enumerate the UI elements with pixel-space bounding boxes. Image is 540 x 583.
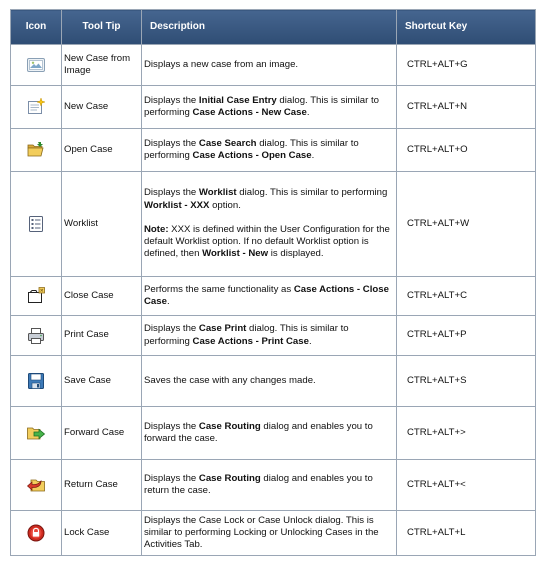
- description-text: Displays the: [144, 420, 199, 432]
- description-text: .: [308, 335, 312, 347]
- description-emphasis: Worklist - New: [202, 248, 269, 260]
- icon-cell: [11, 86, 62, 129]
- table-row: [11, 356, 536, 407]
- description-paragraph: [144, 421, 392, 445]
- icon-cell: [11, 407, 62, 460]
- description-emphasis: Case Actions - Open Case: [192, 150, 312, 161]
- table-row: [11, 511, 536, 556]
- header-shortcut-key: Shortcut Key: [397, 10, 536, 45]
- toolbar-reference-table-container: [10, 9, 535, 556]
- description-emphasis: Worklist: [198, 187, 237, 199]
- tooltip-cell: Save Case: [62, 356, 142, 407]
- table-row: [11, 86, 536, 129]
- description-cell: [142, 407, 397, 460]
- icon-cell: [11, 356, 62, 407]
- save-disk-icon: [26, 371, 46, 391]
- shortcut-key-cell: CTRL+ALT+N: [397, 86, 536, 129]
- printer-icon: [26, 326, 46, 346]
- description-text: Displays the: [144, 94, 199, 106]
- forward-arrow-icon: [26, 423, 46, 443]
- description-emphasis: Case Actions - Close Case: [144, 283, 389, 307]
- table-row: [11, 277, 536, 316]
- shortcut-key-cell: CTRL+ALT+G: [397, 45, 536, 86]
- description-emphasis: Note:: [144, 223, 169, 235]
- description-paragraph: [144, 138, 392, 162]
- table-row: [11, 172, 536, 277]
- description-paragraph: [144, 323, 392, 347]
- description-paragraph: [144, 284, 392, 308]
- tooltip-cell: Print Case: [62, 316, 142, 356]
- description-emphasis: Case Routing: [198, 420, 261, 432]
- icon-cell: [11, 129, 62, 172]
- description-cell: [142, 316, 397, 356]
- shortcut-key-cell: CTRL+ALT+S: [397, 356, 536, 407]
- icon-cell: [11, 460, 62, 511]
- table-body: [11, 45, 536, 556]
- description-emphasis: Worklist - XXX: [144, 199, 210, 211]
- description-text: Displays the: [144, 323, 199, 335]
- header-description: Description: [142, 10, 397, 45]
- description-text: dialog. This is similar to performing: [144, 323, 349, 347]
- description-text: Displays the: [144, 137, 199, 149]
- worklist-icon: [26, 214, 46, 234]
- shortcut-key-cell: CTRL+ALT+P: [397, 316, 536, 356]
- description-text: dialog. This is similar to performing: [144, 94, 379, 118]
- table-row: [11, 316, 536, 356]
- description-paragraph: [144, 515, 392, 552]
- description-cell: [142, 511, 397, 556]
- new-case-icon: [26, 97, 46, 117]
- description-emphasis: Case Search: [198, 137, 257, 149]
- toolbar-reference-table: [10, 9, 536, 556]
- header-tooltip: Tool Tip: [62, 10, 142, 45]
- shortcut-key-cell: CTRL+ALT+W: [397, 172, 536, 277]
- header-icon: Icon: [11, 10, 62, 45]
- description-cell: [142, 45, 397, 86]
- description-cell: [142, 356, 397, 407]
- description-text: Displays a new case from an image.: [144, 58, 299, 70]
- return-arrow-icon: [26, 475, 46, 495]
- icon-cell: [11, 172, 62, 277]
- description-cell: [142, 460, 397, 511]
- icon-cell: [11, 277, 62, 316]
- tooltip-cell: Lock Case: [62, 511, 142, 556]
- description-text: Saves the case with any changes made.: [144, 374, 316, 386]
- tooltip-cell: Worklist: [62, 172, 142, 277]
- description-text: .: [166, 296, 170, 307]
- description-text: .: [306, 107, 310, 118]
- description-paragraph: [144, 375, 392, 387]
- description-text: Performs the same functionality as: [144, 283, 294, 295]
- description-emphasis: Case Actions - New Case: [192, 107, 307, 118]
- description-paragraph: [144, 59, 392, 71]
- shortcut-key-cell: CTRL+ALT+<: [397, 460, 536, 511]
- table-row: [11, 45, 536, 86]
- description-emphasis: Case Print: [198, 323, 247, 335]
- description-note: [144, 224, 392, 261]
- description-text: dialog and enables you to forward the case.: [144, 420, 373, 444]
- tooltip-cell: Close Case: [62, 277, 142, 316]
- description-text: Displays the: [144, 187, 199, 199]
- description-text: dialog. This is similar to performing: [144, 137, 359, 161]
- description-emphasis: Initial Case Entry: [198, 94, 277, 106]
- description-cell: [142, 86, 397, 129]
- open-folder-icon: [26, 140, 46, 160]
- tooltip-cell: New Case from Image: [62, 45, 142, 86]
- tooltip-cell: Open Case: [62, 129, 142, 172]
- description-text: Displays the Case Lock or Case Unlock dialog. This is similar to performing Locking or Unlocking Cases in the Activities Tab.: [144, 514, 379, 551]
- description-cell: [142, 129, 397, 172]
- description-emphasis: Case Routing: [198, 472, 261, 484]
- tooltip-cell: Return Case: [62, 460, 142, 511]
- shortcut-key-cell: CTRL+ALT+O: [397, 129, 536, 172]
- shortcut-key-cell: CTRL+ALT+C: [397, 277, 536, 316]
- icon-cell: [11, 316, 62, 356]
- description-paragraph: [144, 95, 392, 119]
- table-row: [11, 129, 536, 172]
- icon-cell: [11, 45, 62, 86]
- description-text: XXX is defined within the User Configuration for the default Worklist option. If no default Worklist option is defined, then: [144, 223, 390, 260]
- description-cell: [142, 277, 397, 316]
- description-text: option.: [209, 199, 241, 211]
- image-icon: [26, 55, 46, 75]
- icon-cell: [11, 511, 62, 556]
- shortcut-key-cell: CTRL+ALT+>: [397, 407, 536, 460]
- lock-icon: [26, 523, 46, 543]
- description-cell: [142, 172, 397, 277]
- description-text: dialog. This is similar to performing: [236, 187, 388, 199]
- table-row: [11, 407, 536, 460]
- description-text: dialog and enables you to return the case.: [144, 472, 373, 496]
- description-paragraph: [144, 473, 392, 497]
- close-folder-icon: [26, 286, 46, 306]
- description-text: is displayed.: [268, 248, 324, 260]
- description-text: .: [311, 150, 315, 161]
- description-paragraph: [144, 187, 392, 211]
- table-header-row: [11, 10, 536, 45]
- tooltip-cell: Forward Case: [62, 407, 142, 460]
- shortcut-key-cell: CTRL+ALT+L: [397, 511, 536, 556]
- table-row: [11, 460, 536, 511]
- description-emphasis: Case Actions - Print Case: [192, 335, 309, 347]
- tooltip-cell: New Case: [62, 86, 142, 129]
- description-text: Displays the: [144, 472, 199, 484]
